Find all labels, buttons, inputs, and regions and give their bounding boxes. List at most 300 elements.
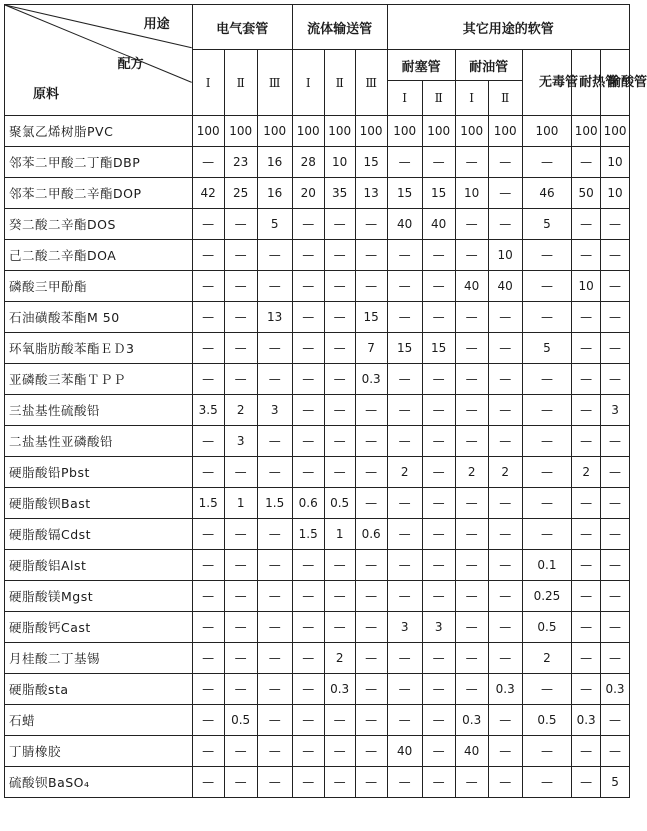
value-cell: — bbox=[324, 209, 355, 240]
value-cell: 10 bbox=[488, 240, 522, 271]
value-cell: 1.5 bbox=[292, 519, 324, 550]
value-cell: — bbox=[488, 612, 522, 643]
value-cell: — bbox=[422, 488, 455, 519]
value-cell: 13 bbox=[355, 178, 387, 209]
value-cell: — bbox=[387, 271, 422, 302]
value-cell: — bbox=[324, 767, 355, 798]
material-name: 石蜡 bbox=[5, 705, 193, 736]
value-cell: — bbox=[257, 240, 292, 271]
col-header: Ⅱ bbox=[324, 50, 355, 116]
value-cell: — bbox=[387, 240, 422, 271]
value-cell: — bbox=[324, 395, 355, 426]
value-cell: — bbox=[192, 581, 224, 612]
value-cell: — bbox=[601, 643, 630, 674]
value-cell: 0.3 bbox=[355, 364, 387, 395]
formula-label: 配方 bbox=[117, 57, 144, 72]
value-cell: 42 bbox=[192, 178, 224, 209]
value-cell: — bbox=[224, 302, 257, 333]
value-cell: — bbox=[192, 519, 224, 550]
value-cell: 3 bbox=[422, 612, 455, 643]
table-row bbox=[5, 364, 630, 395]
value-cell: 7 bbox=[355, 333, 387, 364]
col-header-nontoxic bbox=[522, 50, 578, 116]
value-cell: — bbox=[522, 457, 572, 488]
value-cell: — bbox=[422, 736, 455, 767]
value-cell: — bbox=[324, 302, 355, 333]
group-fluid-pipe: 流体输送管 bbox=[292, 5, 387, 50]
value-cell: — bbox=[601, 457, 630, 488]
table-row bbox=[5, 674, 630, 705]
value-cell: — bbox=[522, 240, 572, 271]
value-cell: 5 bbox=[522, 333, 572, 364]
material-name: 硬脂酸钙Cast bbox=[5, 612, 193, 643]
value-cell: — bbox=[355, 736, 387, 767]
value-cell: — bbox=[324, 271, 355, 302]
value-cell: — bbox=[355, 612, 387, 643]
value-cell: — bbox=[292, 550, 324, 581]
material-name: 三盐基性硫酸铅 bbox=[5, 395, 193, 426]
col-header: Ⅲ bbox=[355, 50, 387, 116]
value-cell: — bbox=[257, 643, 292, 674]
value-cell: 10 bbox=[455, 178, 488, 209]
material-name: 环氧脂肪酸苯酯ＥＤ3 bbox=[5, 333, 193, 364]
value-cell: 100 bbox=[324, 116, 355, 147]
formula-table bbox=[4, 4, 647, 798]
value-cell: — bbox=[455, 333, 488, 364]
value-cell: 100 bbox=[488, 116, 522, 147]
material-name: 癸二酸二辛酯DOS bbox=[5, 209, 193, 240]
value-cell: 100 bbox=[257, 116, 292, 147]
value-cell: — bbox=[455, 240, 488, 271]
table-row bbox=[5, 271, 630, 302]
value-cell: — bbox=[522, 519, 572, 550]
table-row bbox=[5, 240, 630, 271]
value-cell: — bbox=[601, 209, 630, 240]
material-name: 丁腈橡胶 bbox=[5, 736, 193, 767]
value-cell: — bbox=[257, 550, 292, 581]
table-row bbox=[5, 395, 630, 426]
heat-label: 耐热管 bbox=[579, 74, 619, 90]
value-cell: — bbox=[292, 736, 324, 767]
value-cell: 2 bbox=[324, 643, 355, 674]
value-cell: — bbox=[572, 488, 601, 519]
material-name: 磷酸三甲酚酯 bbox=[5, 271, 193, 302]
nontoxic-label: 无毒管 bbox=[538, 74, 578, 90]
value-cell: 3 bbox=[224, 426, 257, 457]
value-cell: — bbox=[292, 767, 324, 798]
table-row bbox=[5, 488, 630, 519]
table-row bbox=[5, 581, 630, 612]
value-cell: 15 bbox=[387, 333, 422, 364]
material-name: 石油磺酸苯酯M 50 bbox=[5, 302, 193, 333]
col-header: Ⅲ bbox=[257, 50, 292, 116]
value-cell: 0.5 bbox=[324, 488, 355, 519]
value-cell: — bbox=[224, 550, 257, 581]
table-row bbox=[5, 550, 630, 581]
value-cell: — bbox=[601, 271, 630, 302]
value-cell: — bbox=[455, 767, 488, 798]
value-cell: — bbox=[224, 736, 257, 767]
value-cell: 100 bbox=[422, 116, 455, 147]
value-cell: — bbox=[192, 457, 224, 488]
value-cell: — bbox=[601, 612, 630, 643]
value-cell: 100 bbox=[455, 116, 488, 147]
value-cell: 0.5 bbox=[522, 705, 572, 736]
value-cell: 35 bbox=[324, 178, 355, 209]
value-cell: 5 bbox=[522, 209, 572, 240]
material-name: 硬脂酸sta bbox=[5, 674, 193, 705]
value-cell: — bbox=[488, 736, 522, 767]
table-row bbox=[5, 333, 630, 364]
table-row bbox=[5, 736, 630, 767]
value-cell: — bbox=[257, 333, 292, 364]
value-cell: 10 bbox=[601, 178, 630, 209]
value-cell: 40 bbox=[488, 271, 522, 302]
value-cell: — bbox=[601, 333, 630, 364]
value-cell: — bbox=[422, 519, 455, 550]
value-cell: — bbox=[192, 147, 224, 178]
value-cell: — bbox=[455, 581, 488, 612]
value-cell: — bbox=[422, 457, 455, 488]
subgroup-oil-hose: 耐油管 bbox=[455, 50, 522, 81]
value-cell: — bbox=[257, 767, 292, 798]
value-cell: — bbox=[488, 209, 522, 240]
value-cell: — bbox=[224, 612, 257, 643]
value-cell: 3 bbox=[601, 395, 630, 426]
value-cell: 5 bbox=[601, 767, 630, 798]
value-cell: — bbox=[455, 550, 488, 581]
value-cell: 28 bbox=[292, 147, 324, 178]
value-cell: — bbox=[522, 488, 572, 519]
value-cell: — bbox=[292, 271, 324, 302]
value-cell: — bbox=[292, 612, 324, 643]
value-cell: 15 bbox=[355, 147, 387, 178]
value-cell: — bbox=[522, 736, 572, 767]
value-cell: 15 bbox=[387, 178, 422, 209]
material-name: 硬脂酸铅Pbst bbox=[5, 457, 193, 488]
value-cell: — bbox=[601, 488, 630, 519]
value-cell: — bbox=[192, 364, 224, 395]
value-cell: — bbox=[355, 767, 387, 798]
value-cell: — bbox=[355, 240, 387, 271]
value-cell: — bbox=[572, 736, 601, 767]
value-cell: — bbox=[488, 395, 522, 426]
material-name: 月桂酸二丁基锡 bbox=[5, 643, 193, 674]
value-cell: — bbox=[572, 209, 601, 240]
value-cell: — bbox=[422, 705, 455, 736]
value-cell: — bbox=[387, 550, 422, 581]
value-cell: — bbox=[522, 302, 572, 333]
value-cell: — bbox=[601, 240, 630, 271]
value-cell: 1.5 bbox=[257, 488, 292, 519]
value-cell: 40 bbox=[455, 736, 488, 767]
value-cell: 100 bbox=[601, 116, 630, 147]
value-cell: 25 bbox=[224, 178, 257, 209]
material-name: 硬脂酸钡Bast bbox=[5, 488, 193, 519]
value-cell: 100 bbox=[387, 116, 422, 147]
value-cell: — bbox=[192, 240, 224, 271]
value-cell: — bbox=[455, 302, 488, 333]
value-cell: — bbox=[422, 767, 455, 798]
value-cell: — bbox=[572, 550, 601, 581]
value-cell: — bbox=[572, 581, 601, 612]
table-row bbox=[5, 643, 630, 674]
value-cell: 1 bbox=[224, 488, 257, 519]
value-cell: — bbox=[387, 395, 422, 426]
value-cell: 100 bbox=[572, 116, 601, 147]
value-cell: — bbox=[224, 271, 257, 302]
value-cell: — bbox=[601, 302, 630, 333]
value-cell: — bbox=[387, 488, 422, 519]
value-cell: — bbox=[355, 488, 387, 519]
value-cell: — bbox=[224, 333, 257, 364]
value-cell: — bbox=[522, 674, 572, 705]
value-cell: — bbox=[292, 705, 324, 736]
value-cell: — bbox=[387, 519, 422, 550]
value-cell: 0.6 bbox=[355, 519, 387, 550]
value-cell: 0.5 bbox=[522, 612, 572, 643]
value-cell: — bbox=[292, 457, 324, 488]
value-cell: — bbox=[224, 457, 257, 488]
value-cell: — bbox=[572, 240, 601, 271]
value-cell: — bbox=[455, 395, 488, 426]
value-cell: 0.5 bbox=[224, 705, 257, 736]
value-cell: — bbox=[324, 333, 355, 364]
value-cell: — bbox=[192, 302, 224, 333]
value-cell: — bbox=[355, 581, 387, 612]
table-row bbox=[5, 178, 630, 209]
value-cell: — bbox=[387, 705, 422, 736]
col-header: Ⅰ bbox=[292, 50, 324, 116]
value-cell: — bbox=[422, 550, 455, 581]
value-cell: 1.5 bbox=[192, 488, 224, 519]
value-cell: — bbox=[192, 550, 224, 581]
value-cell: — bbox=[488, 550, 522, 581]
table-row bbox=[5, 519, 630, 550]
value-cell: 10 bbox=[572, 271, 601, 302]
value-cell: 3.5 bbox=[192, 395, 224, 426]
value-cell: — bbox=[292, 302, 324, 333]
value-cell: — bbox=[324, 705, 355, 736]
value-cell: — bbox=[488, 581, 522, 612]
value-cell: — bbox=[324, 612, 355, 643]
value-cell: — bbox=[488, 333, 522, 364]
value-cell: — bbox=[601, 426, 630, 457]
col-header: Ⅰ bbox=[192, 50, 224, 116]
group-other-hoses: 其它用途的软管 bbox=[387, 5, 629, 50]
value-cell: 20 bbox=[292, 178, 324, 209]
value-cell: — bbox=[488, 426, 522, 457]
value-cell: — bbox=[355, 550, 387, 581]
value-cell: 100 bbox=[292, 116, 324, 147]
value-cell: — bbox=[601, 736, 630, 767]
value-cell: — bbox=[455, 426, 488, 457]
value-cell: — bbox=[355, 209, 387, 240]
value-cell: — bbox=[572, 612, 601, 643]
material-name: 己二酸二辛酯DOA bbox=[5, 240, 193, 271]
value-cell: 2 bbox=[387, 457, 422, 488]
value-cell: 0.3 bbox=[601, 674, 630, 705]
value-cell: — bbox=[422, 581, 455, 612]
value-cell: — bbox=[422, 643, 455, 674]
value-cell: — bbox=[355, 643, 387, 674]
value-cell: — bbox=[572, 519, 601, 550]
value-cell: — bbox=[224, 581, 257, 612]
table-row bbox=[5, 209, 630, 240]
value-cell: — bbox=[292, 364, 324, 395]
value-cell: — bbox=[257, 457, 292, 488]
value-cell: — bbox=[387, 767, 422, 798]
value-cell: — bbox=[422, 426, 455, 457]
material-name: 硬脂酸镁Mgst bbox=[5, 581, 193, 612]
value-cell: — bbox=[324, 364, 355, 395]
table-row bbox=[5, 302, 630, 333]
value-cell: — bbox=[192, 736, 224, 767]
value-cell: — bbox=[192, 333, 224, 364]
value-cell: — bbox=[224, 519, 257, 550]
value-cell: 15 bbox=[422, 178, 455, 209]
table-row bbox=[5, 116, 630, 147]
value-cell: — bbox=[292, 395, 324, 426]
value-cell: — bbox=[488, 767, 522, 798]
value-cell: 50 bbox=[572, 178, 601, 209]
value-cell: — bbox=[292, 426, 324, 457]
value-cell: — bbox=[522, 395, 572, 426]
value-cell: — bbox=[455, 674, 488, 705]
value-cell: — bbox=[572, 426, 601, 457]
value-cell: 23 bbox=[224, 147, 257, 178]
group-electrical-sleeve: 电气套管 bbox=[192, 5, 292, 50]
value-cell: — bbox=[355, 674, 387, 705]
header-corner-cell bbox=[5, 5, 193, 116]
value-cell: — bbox=[292, 674, 324, 705]
material-name: 邻苯二甲酸二辛酯DOP bbox=[5, 178, 193, 209]
value-cell: 40 bbox=[387, 209, 422, 240]
material-name: 亚磷酸三苯酯ＴＰＰ bbox=[5, 364, 193, 395]
value-cell: 2 bbox=[224, 395, 257, 426]
value-cell: — bbox=[455, 147, 488, 178]
value-cell: — bbox=[601, 581, 630, 612]
value-cell: — bbox=[422, 302, 455, 333]
value-cell: — bbox=[192, 674, 224, 705]
value-cell: — bbox=[257, 705, 292, 736]
value-cell: — bbox=[355, 705, 387, 736]
value-cell: — bbox=[422, 240, 455, 271]
value-cell: 1 bbox=[324, 519, 355, 550]
value-cell: — bbox=[422, 271, 455, 302]
value-cell: — bbox=[572, 333, 601, 364]
col-header: Ⅱ bbox=[488, 81, 522, 116]
value-cell: — bbox=[488, 643, 522, 674]
value-cell: — bbox=[387, 674, 422, 705]
value-cell: — bbox=[192, 209, 224, 240]
table-row bbox=[5, 612, 630, 643]
value-cell: — bbox=[572, 302, 601, 333]
value-cell: 15 bbox=[422, 333, 455, 364]
value-cell: 0.3 bbox=[488, 674, 522, 705]
value-cell: — bbox=[192, 271, 224, 302]
value-cell: — bbox=[488, 519, 522, 550]
value-cell: — bbox=[455, 364, 488, 395]
table-row bbox=[5, 426, 630, 457]
value-cell: — bbox=[355, 457, 387, 488]
value-cell: — bbox=[324, 581, 355, 612]
table-row bbox=[5, 147, 630, 178]
value-cell: — bbox=[224, 209, 257, 240]
value-cell: — bbox=[422, 674, 455, 705]
value-cell: — bbox=[522, 147, 572, 178]
value-cell: 100 bbox=[224, 116, 257, 147]
value-cell: — bbox=[224, 674, 257, 705]
value-cell: — bbox=[387, 581, 422, 612]
usage-label: 用途 bbox=[143, 17, 170, 32]
value-cell: 10 bbox=[324, 147, 355, 178]
value-cell: — bbox=[292, 643, 324, 674]
table-body bbox=[5, 116, 630, 798]
value-cell: — bbox=[224, 767, 257, 798]
value-cell: — bbox=[324, 736, 355, 767]
material-name: 聚氯乙烯树脂PVC bbox=[5, 116, 193, 147]
value-cell: 3 bbox=[387, 612, 422, 643]
value-cell: — bbox=[355, 395, 387, 426]
value-cell: — bbox=[257, 736, 292, 767]
value-cell: 46 bbox=[522, 178, 572, 209]
value-cell: — bbox=[224, 240, 257, 271]
value-cell: 0.6 bbox=[292, 488, 324, 519]
value-cell: — bbox=[488, 147, 522, 178]
value-cell: 13 bbox=[257, 302, 292, 333]
value-cell: — bbox=[257, 674, 292, 705]
table-row bbox=[5, 705, 630, 736]
value-cell: 40 bbox=[422, 209, 455, 240]
value-cell: — bbox=[422, 395, 455, 426]
material-name: 二盐基性亚磷酸铅 bbox=[5, 426, 193, 457]
value-cell: — bbox=[324, 457, 355, 488]
value-cell: — bbox=[257, 426, 292, 457]
value-cell: 0.3 bbox=[572, 705, 601, 736]
material-name: 硬脂酸铝Alst bbox=[5, 550, 193, 581]
value-cell: 100 bbox=[355, 116, 387, 147]
value-cell: — bbox=[572, 767, 601, 798]
value-cell: — bbox=[387, 426, 422, 457]
value-cell: — bbox=[522, 364, 572, 395]
value-cell: — bbox=[601, 705, 630, 736]
value-cell: — bbox=[292, 240, 324, 271]
value-cell: — bbox=[522, 767, 572, 798]
value-cell: — bbox=[488, 705, 522, 736]
value-cell: — bbox=[324, 550, 355, 581]
value-cell: — bbox=[192, 767, 224, 798]
value-cell: 2 bbox=[572, 457, 601, 488]
value-cell: 40 bbox=[387, 736, 422, 767]
value-cell: 16 bbox=[257, 178, 292, 209]
value-cell: — bbox=[355, 426, 387, 457]
value-cell: 10 bbox=[601, 147, 630, 178]
acid-label: 输酸管 bbox=[608, 74, 647, 90]
value-cell: — bbox=[488, 302, 522, 333]
value-cell: — bbox=[455, 612, 488, 643]
value-cell: — bbox=[455, 488, 488, 519]
value-cell: 5 bbox=[257, 209, 292, 240]
value-cell: — bbox=[387, 643, 422, 674]
table-row bbox=[5, 767, 630, 798]
value-cell: 0.3 bbox=[455, 705, 488, 736]
value-cell: — bbox=[572, 395, 601, 426]
value-cell: — bbox=[224, 643, 257, 674]
value-cell: 0.3 bbox=[324, 674, 355, 705]
material-name: 邻苯二甲酸二丁酯DBP bbox=[5, 147, 193, 178]
value-cell: — bbox=[387, 147, 422, 178]
